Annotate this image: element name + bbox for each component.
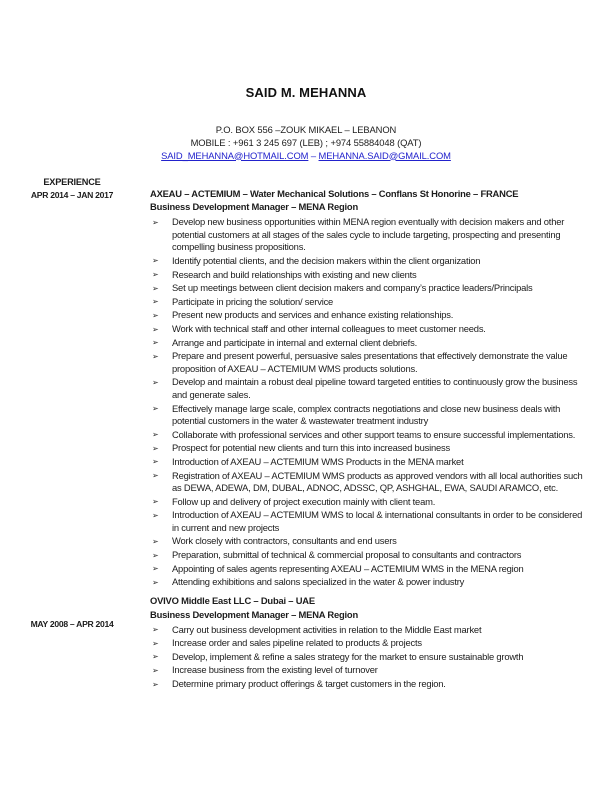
bullet-item bbox=[150, 350, 586, 375]
bullet-item bbox=[150, 678, 586, 690]
arrow-bullet-icon: ➢ bbox=[152, 638, 159, 648]
bullet-item bbox=[150, 216, 586, 253]
bullet-text: Work with technical staff and other internal colleagues to meet customer needs. bbox=[172, 323, 486, 335]
arrow-bullet-icon: ➢ bbox=[152, 338, 159, 348]
arrow-bullet-icon: ➢ bbox=[152, 652, 159, 662]
bullet-item bbox=[150, 664, 586, 676]
arrow-bullet-icon: ➢ bbox=[152, 510, 159, 520]
bullet-item bbox=[150, 296, 586, 308]
job1-bullet-list bbox=[150, 216, 586, 588]
arrow-bullet-icon: ➢ bbox=[152, 497, 159, 507]
bullet-text: Attending exhibitions and salons specialized in the water & power industry bbox=[172, 576, 465, 588]
bullet-item bbox=[150, 429, 586, 441]
bullet-item bbox=[150, 442, 586, 454]
arrow-bullet-icon: ➢ bbox=[152, 577, 159, 587]
bullet-item bbox=[150, 282, 586, 294]
bullet-text: Registration of AXEAU – ACTEMIUM WMS products as approved vendors with all local authorities such as DEWA, ADEWA, DM, DUBAL, ADNOC, ADSSC, QP, ASHGHAL, EWA, SAUDI ARAMCO, etc. bbox=[172, 469, 583, 493]
bullet-text: Collaborate with professional services and other support teams to ensure successful implementations. bbox=[172, 428, 576, 440]
bullet-item bbox=[150, 637, 586, 649]
arrow-bullet-icon: ➢ bbox=[152, 443, 159, 453]
bullet-text: Present new products and services and enhance existing relationships. bbox=[172, 309, 454, 321]
job2-company-line: OVIVO Middle East LLC – Dubai – UAE bbox=[150, 595, 315, 607]
job2-role-line: Business Development Manager – MENA Region bbox=[150, 608, 358, 620]
job2-section bbox=[150, 594, 586, 690]
bullet-text: Increase order and sales pipeline related to products & projects bbox=[172, 637, 422, 649]
bullet-text: Follow up and delivery of project execution mainly with client team. bbox=[172, 495, 436, 507]
bullet-text: Prospect for potential new clients and turn this into increased business bbox=[172, 442, 450, 454]
bullet-text: Prepare and present powerful, persuasive sales presentations that effectively demonstrate the value proposition of AXEAU – ACTEMIUM WMS products solutions. bbox=[172, 350, 568, 374]
arrow-bullet-icon: ➢ bbox=[152, 324, 159, 334]
job1-section bbox=[150, 187, 586, 589]
arrow-bullet-icon: ➢ bbox=[152, 625, 159, 635]
job2-bullet-list bbox=[150, 624, 586, 691]
section-label-experience: EXPERIENCE bbox=[43, 177, 101, 187]
arrow-bullet-icon: ➢ bbox=[152, 310, 159, 320]
contact-phone: MOBILE : +961 3 245 697 (LEB) ; +974 55884048 (QAT) bbox=[190, 136, 422, 148]
arrow-bullet-icon: ➢ bbox=[152, 270, 159, 279]
arrow-bullet-icon: ➢ bbox=[152, 457, 159, 467]
bullet-text: Research and build relationships with existing and new clients bbox=[172, 268, 417, 280]
arrow-bullet-icon: ➢ bbox=[152, 256, 159, 266]
arrow-bullet-icon: ➢ bbox=[152, 679, 159, 689]
bullet-item bbox=[150, 509, 586, 534]
bullet-item bbox=[150, 624, 586, 636]
bullet-item bbox=[150, 403, 586, 428]
bullet-text: Carry out business development activities in relation to the Middle East market bbox=[172, 623, 482, 635]
bullet-text: Develop new business opportunities within MENA region eventually with decision makers and other potential customers at all stages of the sales cycle to include targeting, prospecting and presenting compelling business propositions. bbox=[172, 216, 565, 253]
bullet-item bbox=[150, 470, 586, 495]
bullet-item bbox=[150, 651, 586, 663]
bullet-text: Determine primary product offerings & target customers in the region. bbox=[172, 678, 446, 690]
job2-dates: MAY 2008 – APR 2014 bbox=[30, 618, 114, 629]
job1-company-line: AXEAU – ACTEMIUM – Water Mechanical Solutions – Conflans St Honorine – FRANCE bbox=[150, 188, 519, 199]
email-link-hotmail[interactable]: SAID_MEHANNA@HOTMAIL.COM bbox=[161, 149, 309, 161]
bullet-text: Work closely with contractors, consultants and end users bbox=[172, 535, 397, 547]
bullet-text: Introduction of AXEAU – ACTEMIUM WMS Products in the MENA market bbox=[172, 455, 464, 467]
bullet-item bbox=[150, 309, 586, 321]
arrow-bullet-icon: ➢ bbox=[152, 471, 159, 481]
bullet-text: Increase business from the existing level of turnover bbox=[172, 664, 378, 676]
bullet-text: Identify potential clients, and the decision makers within the client organization bbox=[172, 254, 481, 266]
bullet-text: Effectively manage large scale, complex contracts negotiations and close new business deals with potential customers in the water & wastewater treatment industry bbox=[172, 402, 561, 426]
bullet-item bbox=[150, 337, 586, 349]
bullet-item bbox=[150, 496, 586, 508]
arrow-bullet-icon: ➢ bbox=[152, 550, 159, 560]
bullet-text: Develop and maintain a robust deal pipeline toward targeted entities to continuously grow the business and generate sales. bbox=[172, 376, 578, 400]
bullet-item bbox=[150, 535, 586, 547]
contact-address: P.O. BOX 556 –ZOUK MIKAEL – LEBANON bbox=[215, 124, 397, 135]
bullet-item bbox=[150, 576, 586, 588]
arrow-bullet-icon: ➢ bbox=[152, 536, 159, 546]
contact-block bbox=[0, 124, 612, 162]
experience-body bbox=[150, 187, 586, 692]
email-separator: – bbox=[310, 149, 317, 161]
bullet-item bbox=[150, 323, 586, 335]
email-link-gmail[interactable]: MEHANNA.SAID@GMAIL.COM bbox=[318, 149, 451, 161]
bullet-text: Develop, implement & refine a sales strategy for the market to ensure sustainable growth bbox=[172, 650, 524, 662]
bullet-item bbox=[150, 563, 586, 575]
arrow-bullet-icon: ➢ bbox=[152, 430, 159, 440]
arrow-bullet-icon: ➢ bbox=[152, 297, 159, 307]
bullet-text: Arrange and participate in internal and external client debriefs. bbox=[172, 336, 417, 348]
bullet-item bbox=[150, 549, 586, 561]
bullet-item bbox=[150, 376, 586, 401]
arrow-bullet-icon: ➢ bbox=[152, 217, 159, 227]
bullet-text: Participate in pricing the solution/ service bbox=[172, 295, 334, 307]
bullet-item bbox=[150, 255, 586, 267]
arrow-bullet-icon: ➢ bbox=[152, 564, 159, 574]
bullet-text: Appointing of sales agents representing AXEAU – ACTEMIUM WMS in the MENA region bbox=[172, 562, 524, 574]
arrow-bullet-icon: ➢ bbox=[152, 351, 159, 361]
arrow-bullet-icon: ➢ bbox=[152, 665, 159, 675]
candidate-name: SAID M. MEHANNA bbox=[245, 85, 367, 100]
bullet-text: Preparation, submittal of technical & commercial proposal to consultants and contractors bbox=[172, 549, 522, 561]
job1-role-line: Business Development Manager – MENA Region bbox=[150, 201, 358, 213]
arrow-bullet-icon: ➢ bbox=[152, 404, 159, 414]
contact-emails bbox=[0, 150, 612, 163]
bullet-text: Set up meetings between client decision makers and company’s practice leaders/Principals bbox=[172, 282, 533, 294]
bullet-item bbox=[150, 456, 586, 468]
arrow-bullet-icon: ➢ bbox=[152, 283, 159, 293]
bullet-item bbox=[150, 269, 586, 281]
bullet-text: Introduction of AXEAU – ACTEMIUM WMS to local & international consultants in order to be considered in current and new projects bbox=[172, 509, 583, 533]
arrow-bullet-icon: ➢ bbox=[152, 377, 159, 387]
job1-dates: APR 2014 – JAN 2017 bbox=[30, 189, 114, 200]
